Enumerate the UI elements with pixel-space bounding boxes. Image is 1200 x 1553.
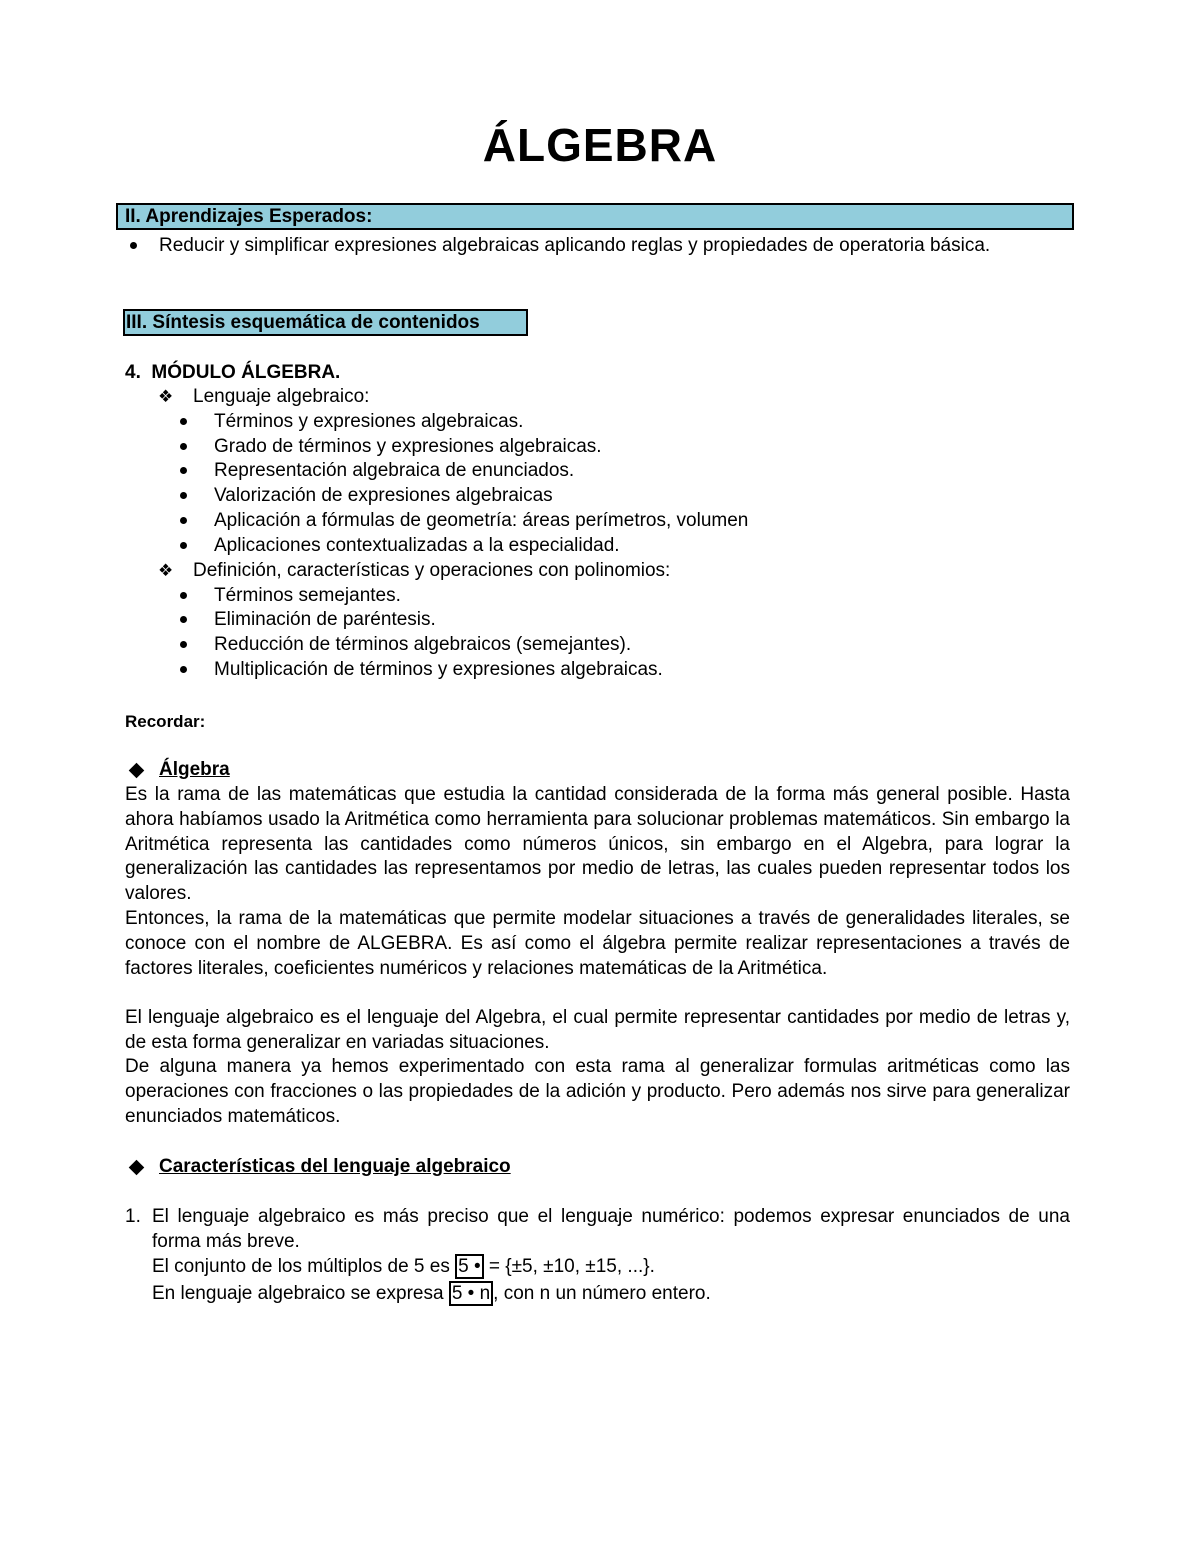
bullet-icon	[180, 542, 187, 549]
bullet-icon	[180, 641, 187, 648]
algebraic-line	[152, 1282, 711, 1307]
diamond-bullet-icon: ❖	[158, 561, 174, 580]
list-item: Términos y expresiones algebraicas.	[214, 411, 524, 432]
bullet-icon	[180, 467, 187, 474]
module-heading: 4. MÓDULO ÁLGEBRA.	[125, 362, 341, 383]
item-number: 1.	[125, 1206, 141, 1227]
list-item: Multiplicación de términos y expresiones algebraicas.	[214, 659, 663, 680]
paragraph: De alguna manera ya hemos experimentado con esta rama al generalizar formulas aritméticas como las operaciones con fracciones o las propiedades de la adición y producto. Pero además nos sirve para generalizar enunciados matemáticos.	[125, 1056, 1070, 1127]
bullet-icon	[180, 517, 187, 524]
section-heading-algebra: Álgebra	[159, 759, 230, 780]
bullet-icon	[180, 592, 187, 599]
bullet-icon	[180, 616, 187, 623]
multiples-line	[152, 1255, 655, 1280]
section-heading-caracteristicas: Características del lenguaje algebraico	[159, 1156, 511, 1177]
list-item: Grado de términos y expresiones algebraicas.	[214, 436, 602, 457]
goal-item: Reducir y simplificar expresiones algebraicas aplicando reglas y propiedades de operatoria básica.	[159, 235, 991, 256]
bullet-icon	[130, 242, 137, 249]
section-header-aprendizajes: II. Aprendizajes Esperados:	[116, 203, 1074, 230]
list-item: Aplicaciones contextualizadas a la especialidad.	[214, 535, 620, 556]
bullet-icon	[180, 666, 187, 673]
list-item: Eliminación de paréntesis.	[214, 609, 436, 630]
section-header-sintesis: III. Síntesis esquemática de contenidos	[123, 309, 528, 336]
list-item: Aplicación a fórmulas de geometría: áreas perímetros, volumen	[214, 510, 749, 531]
list-item: Reducción de términos algebraicos (semejantes).	[214, 634, 632, 655]
paragraph: Entonces, la rama de la matemáticas que permite modelar situaciones a través de generalidades literales, se conoce con el nombre de ALGEBRA. Es así como el álgebra permite realizar representaciones a través de factores literales, coeficientes numéricos y relaciones matemáticas de la Aritmética.	[125, 908, 1070, 979]
boxed-expression: 5 • n	[449, 1281, 493, 1306]
list-item: Representación algebraica de enunciados.	[214, 460, 575, 481]
bullet-icon	[180, 418, 187, 425]
recordar-label: Recordar:	[125, 712, 206, 731]
page-title: ÁLGEBRA	[482, 119, 718, 171]
paragraph: El lenguaje algebraico es el lenguaje del Algebra, el cual permite representar cantidades por medio de letras y, de esta forma generalizar en variadas situaciones.	[125, 1007, 1070, 1053]
bullet-icon	[180, 492, 187, 499]
diamond-bullet-icon: ❖	[158, 387, 174, 406]
item-text: El lenguaje algebraico es más preciso que el lenguaje numérico: podemos expresar enunciados de una forma más breve.	[152, 1206, 1070, 1252]
diamond-icon	[129, 763, 145, 779]
group-label-polinomios: Definición, características y operaciones con polinomios:	[193, 560, 671, 581]
diamond-icon	[129, 1160, 145, 1176]
group-label-lenguaje: Lenguaje algebraico:	[193, 386, 370, 407]
list-item: Valorización de expresiones algebraicas	[214, 485, 553, 506]
paragraph: Es la rama de las matemáticas que estudia la cantidad considerada de la forma más general posible. Hasta ahora habíamos usado la Aritmética como herramienta para solucionar problemas matemáticos. Sin embargo la Aritmética representa las cantidades como números únicos, sin embargo en el Algebra, para lograr la generalización las cantidades las representamos por medio de letras, las cuales pueden representar todos los valores.	[125, 784, 1070, 905]
boxed-expression: 5 •	[455, 1254, 484, 1279]
multiples-text: El conjunto de los múltiplos de 5 es	[152, 1256, 456, 1277]
list-item: Términos semejantes.	[214, 585, 401, 606]
algebraic-text: En lenguaje algebraico se expresa	[152, 1283, 449, 1304]
algebraic-suffix: , con n un número entero.	[493, 1283, 711, 1304]
bullet-icon	[180, 443, 187, 450]
multiples-set: = {±5, ±10, ±15, ...}.	[483, 1256, 655, 1277]
